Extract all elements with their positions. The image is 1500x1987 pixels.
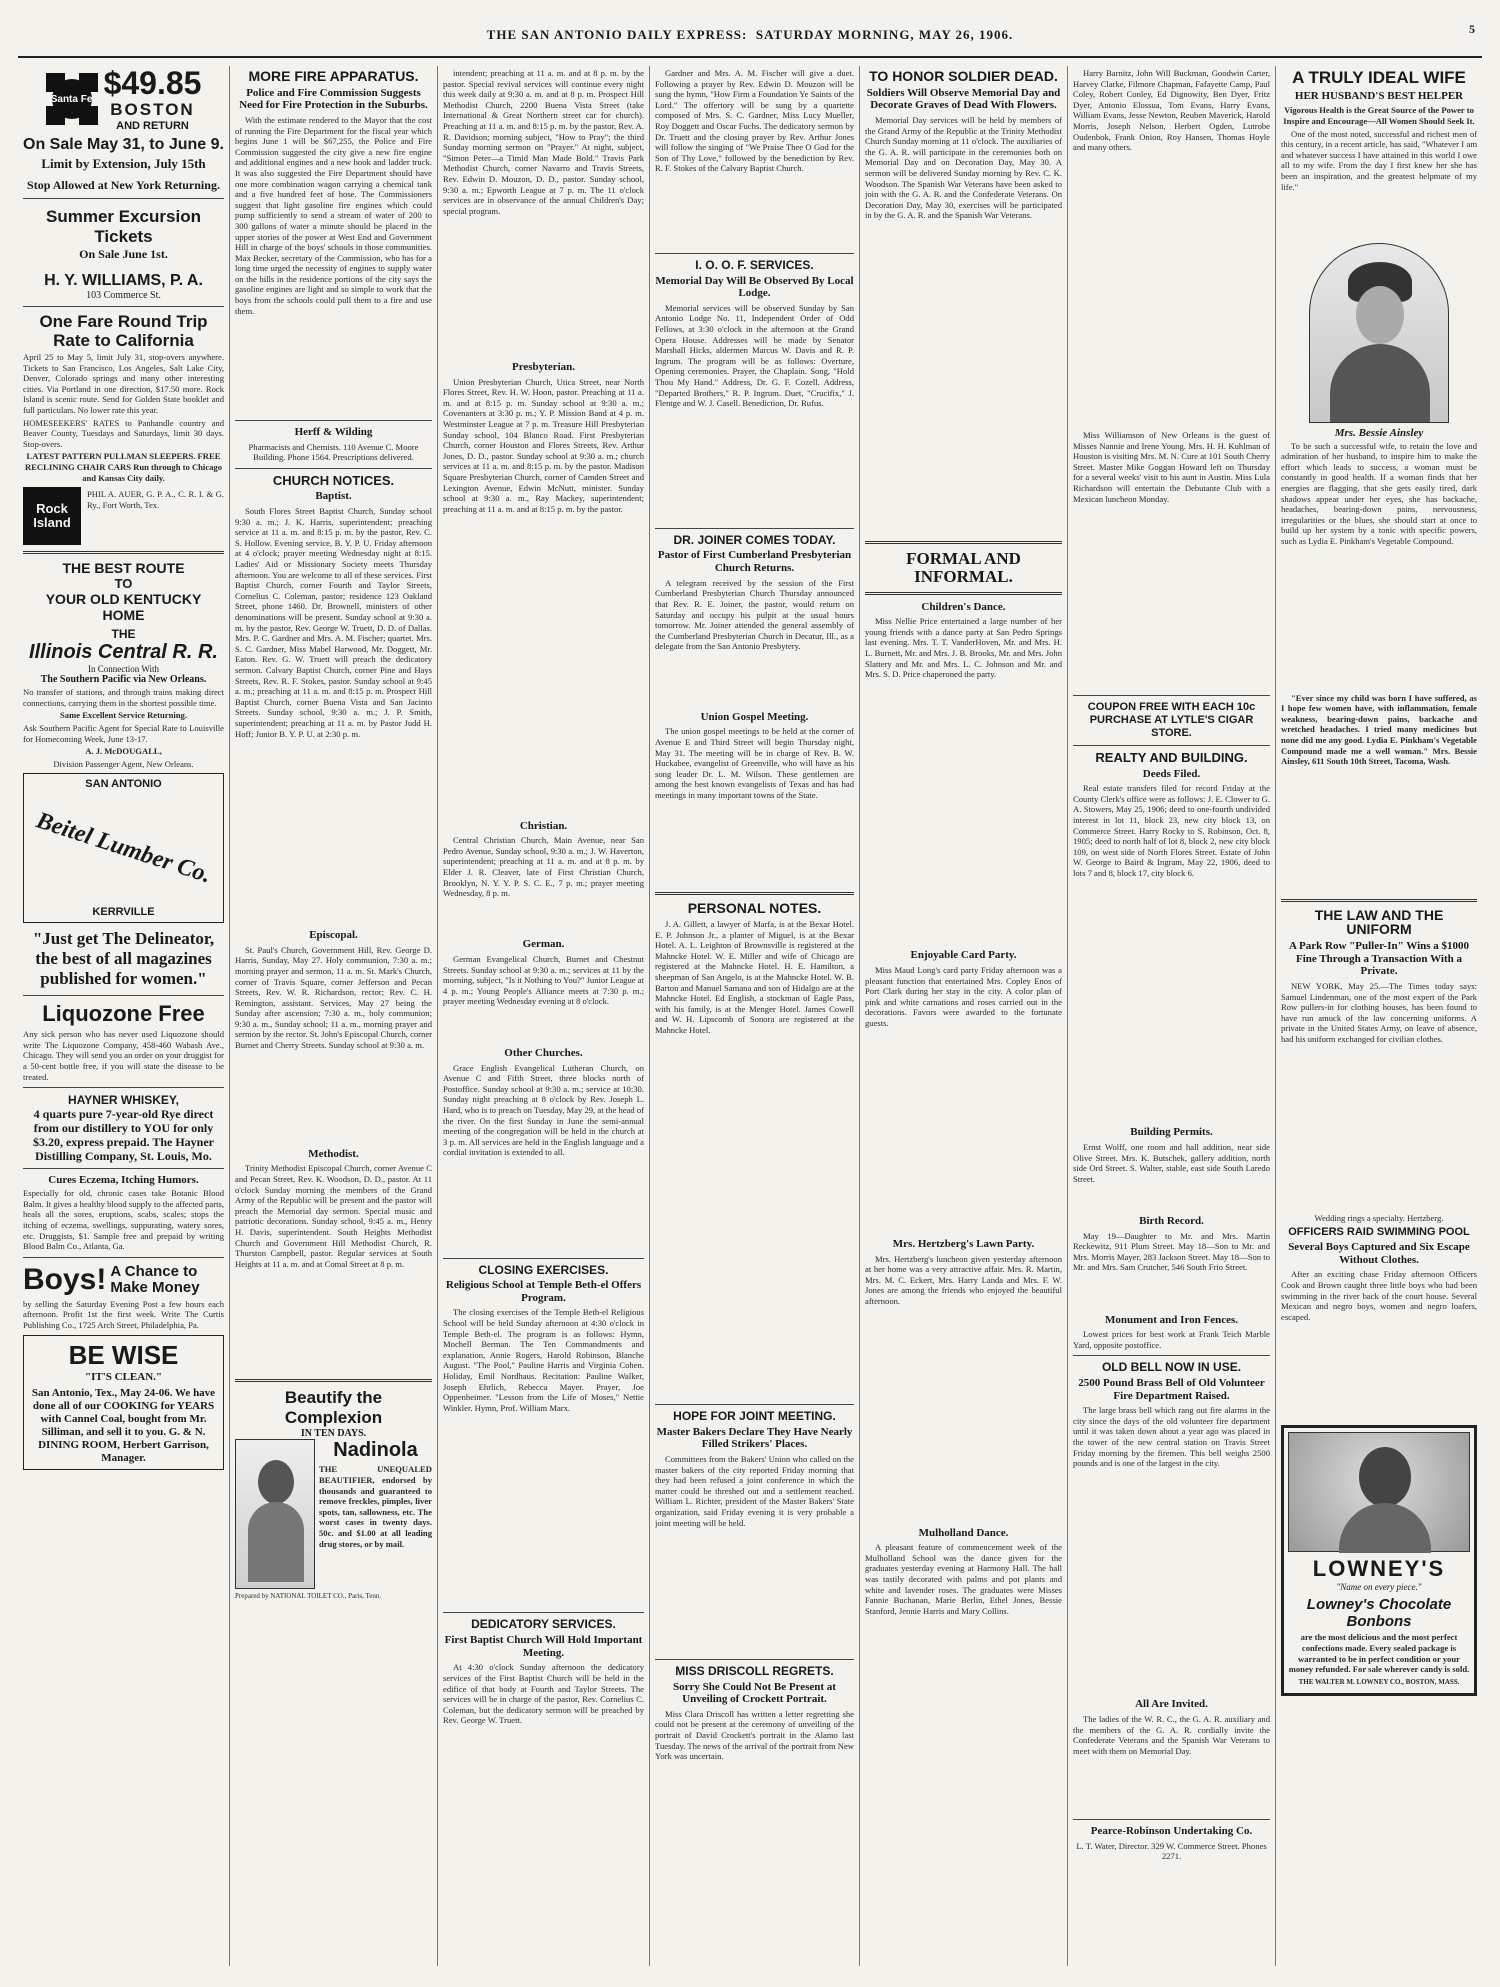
- california-ad: One Fare Round Trip Rate to California April 25 to May 5, limit July 31, stop-overs anywhere. Tickets to San Francisco, Los Angeles, Salt Lake City, Denver, Colorado springs and many other interesting cities. Via Portland in one direction, $17.50 more. Rock Island is scenic route. Send for Golden State booklet and full particulars. No lower rate this year. HOMESEEKERS' RATES to Panhandle country and Beaver County, Tuesdays and Saturdays, limit 30 days. Stop-overs. LATEST PATTERN PULLMAN SLEEPERS. FREE RECLINING CHAIR CARS Run through to Chicago and Kansas City daily.: [23, 312, 224, 483]
- santafe-price: $49.85: [103, 66, 202, 101]
- newspaper-title: THE SAN ANTONIO DAILY EXPRESS:: [486, 27, 748, 42]
- eczema-ad: Cures Eczema, Itching Humors. Especially for old, chronic cases take Botanic Blood Balm. It gives a healthy blood supply to the affected parts, heals all the sores, eruptions, scabs, scales; stops the itching of eczema, swellings, suppurating, watery sores, etc. Druggists, $1. Sample free and prepaid by writing Blood Balm Co., Atlanta, Ga.: [23, 1174, 224, 1252]
- lowneys-ad: LOWNEY'S "Name on every piece." Lowney's Chocolate Bonbons are the most delicious and the most perfect confections made. Every sealed package is warranted to be in perfect condition or your money refunded. For sale wherever candy is sold. THE WALTER M. LOWNEY CO., BOSTON, MASS.: [1281, 1425, 1477, 1696]
- column-5: TO HONOR SOLDIER DEAD. Soldiers Will Observe Memorial Day and Decorate Graves of Dead With Flowers. Memorial Day services will be held by members of the Grand Army of the Republic at the Trinity Methodist Church Sunday morning at 11 o'clock. The auxiliaries of the G. A. R. will participate in the ceremonies both on Memorial Day and on Decoration Day, May 30. A sermon will be delivered Sunday morning by Rev. C. K. Woodson. The Spanish War Veterans have been asked to join with the G. A. R. and the Confederate Veterans. On Decoration Day, May 30, exercises will be participated in by the G. A. R. and the Spanish War Veterans. FORMAL AND INFORMAL. Children's Dance. Miss Nellie Price entertained a large number of her young friends with a dance party at San Pedro Springs last evening. Mrs. T. T. VanderHoven, Mr. and Mrs. H. L. Burnett, Mr. and Mrs. J. B. Brooks, Mr. and Mrs. John Slattery and Mr. and Mrs. L. C. Johnson and Mr. and Mrs. S. D. Price chaperoned the party. Enjoyable Card Party. Miss Maud Long's card party Friday afternoon was a pleasant function that entertained Mrs. Copley Enos of Port Clark during her stay in the city. A color plan of pink and white carnations and roses carried out in the decorations. Favors were awarded to the fortunate guests. Mrs. Hertzberg's Lawn Party. Mrs. Hertzberg's luncheon given yesterday afternoon at her home was a very attractive affair. Mrs. R. Martin, Mrs. M. C. Eckert, Mrs. Harry Landa and Mrs. F. W. Jones are among the friends who enjoyed the beautiful afternoon. Mulholland Dance. A pleasant feature of commencement week of the Mulholland School was the dance given for the graduates yesterday evening at Harmony Hall. The hall was tastily decorated with palms and pot plants and white and lavender roses. The graduates were Misses Fannie Buchanan, Marie Berlin, Ethel Jones, Bessie Stanford, Jennie Harris and Mary Collins.: [860, 66, 1068, 1966]
- page-number: 5: [1469, 22, 1476, 36]
- herff-ad-title: Herff & Wilding: [294, 425, 373, 438]
- joiner-headline: DR. JOINER COMES TODAY.: [673, 532, 836, 547]
- church-notices-headline: CHURCH NOTICES.: [272, 472, 395, 488]
- liquozone-ad: Liquozone Free Any sick person who has never used Liquozone should write The Liquozone Company, 458-460 Wabash Ave., Chicago. They will send you an order on your druggist for a 50-cent bottle free, if you will state the disease to be treated.: [23, 1001, 224, 1082]
- ainsley-portrait: [1309, 243, 1449, 423]
- rockisland-ad: Rock Island PHIL A. AUER, G. P. A., C. R. I. & G. Ry., Fort Worth, Tex.: [23, 487, 224, 545]
- column-4: Gardner and Mrs. A. M. Fischer will give a duet. Following a prayer by Rev. Edwin D. Mouzon will be sung the hymn, "How Firm a Foundation Ye Saints of the Lord." The offertory will be sung by a quartette composed of Mrs. S. C. Gardner, Miss Lucy Mueller, Roy Doggett and Oscar Fuchs. The dedicatory sermon by Dr. Truett and the closing prayer by Rev. Arthur Jones will follow the singing of "We Praise Thee O God for the Son of Thy Love," followed by the benediction by Rev. R. F. Stokes of the Calvary Baptist Church. I. O. O. F. SERVICES. Memorial Day Will Be Observed By Local Lodge. Memorial services will be observed Sunday by San Antonio Lodge No. 11, Independent Order of Odd Fellows, at 3:30 o'clock in the afternoon at the Grand Opera House. Addresses will be made by Senator Marshall Hicks, aldermen Marcus W. Davis and R. P. Ingrum. The program will be as follows: Overture, Opening ceremonies. Prayer, the Chaplain. Song, "Hold Thou My Hand." Address, Dr. G. F. Cozell. Address, "Departed Brothers," R. P. Ingrum. Duet, "Crucifix," J. Flentge and W. J. Casell. Benediction, Dr. Rufus. DR. JOINER COMES TODAY. Pastor of First Cumberland Presbyterian Church Returns. A telegram received by the session of the First Cumberland Presbyterian Church Thursday announced that Rev. R. E. Joiner, the pastor, would return on Saturday and occupy his pulpit at the usual hours tomorrow. Mr. Joiner attended the general assembly of the Cumberland Presbyterian Church in Decatur, Ill., as a delegate from the San Antonio Presbytery. Union Gospel Meeting. The union gospel meetings to be held at the corner of Avenue E and Third Street will begin Thursday night, May 31. The meeting will be in charge of Rev. B. W. Huckabee, evangelist of Greenville, who will have as his song leader Dr. L. M. Wilson. These gentlemen are among the best known evangelists of Texas and has had meetings in many important towns of the State. PERSONAL NOTES. J. A. Gillett, a lawyer of Marfa, is at the Bexar Hotel. E. P. Johnson Jr., a planter of Miguel, is at the Bexar Hotel. A. L. Leighton of Brownsville is registered at the Mahncke Hotel. W. E. Miller and wife of Chicago are registered at the Mahncke Hotel. H. E. Hamilton, a sheepman of San Angelo, is at the Mahncke Hotel. W. B. Barton and Manuel Samana and son of Hidalgo are at the Mahncke Hotel. Ed English, a stockman of Eagle Pass, with his family, is at the Menger Hotel. James Cowell and W. H. Lipscomb of Sonora are registered at the Mahncke Hotel. HOPE FOR JOINT MEETING. Master Bakers Declare They Have Nearly Filled Strikers' Places. Committees from the Bakers' Union who called on the master bakers of the city reported Friday morning that they had been refused a joint conference in which the matter could be threshed out and a settlement reached. William L. Richter, president of the Master Bakers' State organization, said Friday evening it is very probable a joint meeting will be held. MISS DRISCOLL REGRETS. Sorry She Could Not Be Present at Unveiling of Crockett Portrait. Miss Clara Driscoll has written a letter regretting she could not be present at the ceremony of unveiling of the portrait of David Crockett's portrait in the Alamo last Tuesday. The news of the arrival of the portrait from New York was uncertain.: [650, 66, 860, 1966]
- realty-headline: REALTY AND BUILDING.: [1095, 750, 1248, 765]
- nadinola-ad: Beautify the Complexion IN TEN DAYS. Nadinola THE UNEQUALED BEAUTIFIER, endorsed by thousands and guaranteed to remove freckles, pimples, liver spots, tan, sallowness, etc. The worst cases in twenty days. 50c. and $1.00 at all leading drug stores, or by mail. Prepared by NATIONAL TOILET CO., Paris, Tenn.: [235, 1388, 432, 1601]
- masthead: [18, 14, 1482, 58]
- issue-date: SATURDAY MORNING, MAY 26, 1906.: [755, 27, 1014, 42]
- column-7: A TRULY IDEAL WIFE HER HUSBAND'S BEST HELPER Vigorous Health is the Great Source of the Power to Inspire and Encourage—All Women Should Seek It. One of the most noted, successful and richest men of this century, in a recent article, has said, "Whatever I am and whatever success I have attained in this world I owe all to my wife. From the day I first knew her she has been an inspiration, and the greatest helpmate of my life." Mrs. Bessie Ainsley To be such a successful wife, to retain the love and admiration of her husband, to inspire him to make the effort which leads to success, a woman must be constantly in good health. If a woman finds that her energies are flagging, that she gets easily tired, dark shadows appear under her eyes, she has backache, headaches, bearing-down pains, nervousness, irregularities or the blues, she should start at once to build up her system by a tonic with specific powers, such as Lydia E. Pinkham's Vegetable Compound. "Ever since my child was born I have suffered, as I hope few women have, with inflammation, female weakness, bearing-down pains, backache and wretched headaches. I tried many medicines but none did me any good. Lydia E. Pinkham's Vegetable Compound made me a well woman." Mrs. Bessie Ainsley, 611 South 10th Street, Tacoma, Wash. THE LAW AND THE UNIFORM A Park Row "Puller-In" Wins a $1000 Fine Through a Transaction With a Private. NEW YORK, May 25.—The Times today says: Samuel Lindenman, one of the most expert of the Park Row pullers-in for clothing houses, has been found to have run amuck of the law concerning uniforms. A private in the United States Army, on leave of absence, had his uniform exchanged for civilian clothes. Wedding rings a specialty. Hertzberg. OFFICERS RAID SWIMMING POOL Several Boys Captured and Six Escape Without Clothes. After an exciting chase Friday afternoon Officers Cook and Brown caught three little boys who had been swimming in the river back of the court house. Several Mexican and negro boys, women and negro loafers, escaped. LOWNEY'S "Name on every piece." Lowney's Chocolate Bonbons are the most delicious and the most perfect confections made. Every sealed package is warranted to be in perfect condition or your money refunded. For sale wherever candy is sold. THE WALTER M. LOWNEY CO., BOSTON, MASS.: [1276, 66, 1482, 1966]
- newspaper-page: [18, 14, 1482, 1976]
- column-6: Harry Barnitz, John Will Buckman, Goodwin Carter, Harvey Clarke, Filmore Chapman, Fafayette Camp, Paul Coley, Robert Conley, Ed Dignowity, Ben Dyer, Fritz Dyer, Antonio Elossua, Tom Evans, Harry Evans, William Evans, Jesse Newton, Reuben Maverick, Harold Morris, Joseph Nelson, Herbert Ogden, Lutrobe Oudenbok, Frank Onion, Roy Hansen, Thomas Hoyle and many others. Miss Williamson of New Orleans is the guest of Misses Nannie and Irene Young. Mrs. H. H. Kuhlman of Houston is visiting Mrs. M. N. Cure at 101 South Cherry Street. Master Mike Goggan Howard left on Thursday for a several weeks' visit to his aunt in Austin. Miss Lula Richardson will entertain the Debutante Club with a Mexican luncheon Monday. COUPON FREE WITH EACH 10c PURCHASE AT LYTLE'S CIGAR STORE. REALTY AND BUILDING. Deeds Filed. Real estate transfers filed for record Friday at the County Clerk's office were as follows: J. E. Clower to G. A. Stowers, May 25, 1906; deed to one-fourth undivided interest in lot 11, block 23, new city block 13, on Commerce Street. Harry Rocky to S. Robinson, Oct. 8, 1905; deed to north half of lot 8, block 2, new city block 109, on west side of North Flores Street. Estate of John W. George to Baird & Ingram, May 22, 1906, deed to lots 7 and 8, block 17, city block 6. Building Permits. Ernst Wolff, one room and hall addition, near side Olive Street. Mrs. K. Butschek, gallery addition, north side Ord Street. S. Walter, stable, east side South Laredo Street. Birth Record. May 19—Daughter to Mr. and Mrs. Martin Reckewitz, 911 Plum Street. May 18—Son to Mr. and Mrs. Morris Mayer, 283 Jackson Street. May 18—Son to Mr. and Mrs. Sam Crutcher, 546 South Frio Street. Monument and Iron Fences. Lowest prices for best work at Frank Teich Marble Yard, opposite postoffice. OLD BELL NOW IN USE. 2500 Pound Brass Bell of Old Volunteer Fire Department Raised. The large brass bell which rang out fire alarms in the city since the days of the old volunteer fire department until it was taken down about a year ago was placed in the tower of the new central station on Travis Street Friday morning by the firemen. This bell weighs 2500 pounds and is one of the largest in the city. All Are Invited. The ladies of the W. R. C., the G. A. R. auxiliary and the members of the G. A. R. cordially invite the Confederate Veterans and the Spanish War Veterans to meet with them on Memorial Day. Pearce-Robinson Undertaking Co. L. T. Water, Director. 329 W. Commerce Street. Phones 2271.: [1068, 66, 1276, 1966]
- ideal-wife-headline: A TRULY IDEAL WIFE: [1292, 68, 1466, 87]
- driscoll-headline: MISS DRISCOLL REGRETS.: [675, 1663, 834, 1678]
- coupon-ad: COUPON FREE WITH EACH 10c PURCHASE AT LYTLE'S CIGAR STORE.: [1087, 701, 1256, 739]
- kentucky-ad: THE BEST ROUTE TO YOUR OLD KENTUCKY HOME THE Illinois Central R. R. In Connection With The Southern Pacific via New Orleans.: [23, 560, 224, 685]
- personal-notes-headline: PERSONAL NOTES.: [687, 900, 822, 917]
- law-uniform-headline: THE LAW AND THE UNIFORM: [1314, 906, 1444, 938]
- old-bell-headline: OLD BELL NOW IN USE.: [1101, 1360, 1242, 1375]
- rockisland-logo: Rock Island: [23, 487, 81, 545]
- joint-meeting-headline: HOPE FOR JOINT MEETING.: [673, 1409, 836, 1424]
- column-1: Santa Fe $49.85 BOSTON AND RETURN On Sale May 31, to June 9. Limit by Extension, July 15th Stop Allowed at New York Returning. Summer Excursion Tickets On Sale June 1st. H. Y. WILLIAMS, P. A. 103 Commerce St. One Fare Round Trip Rate to California April 25 to May 5, limit July 31, stop-overs anywhere. Tickets to San Francisco, Los Angeles, Salt Lake City, Denver, Colorado springs and many other interesting cities. Via Portland in one direction, $17.50 more. Rock Island is scenic route. Send for Golden State booklet and full particulars. No lower rate this year. HOMESEEKERS' RATES to Panhandle country and Beaver County, Tuesdays and Saturdays, limit 30 days. Stop-overs. LATEST PATTERN PULLMAN SLEEPERS. FREE RECLINING CHAIR CARS Run through to Chicago and Kansas City daily. Rock Island PHIL A. AUER, G. P. A., C. R. I. & G. Ry., Fort Worth, Tex. THE BEST ROUTE TO YOUR OLD KENTUCKY HOME THE Illinois Central R. R. In Connection With The Southern Pacific via New Orleans. No transfer of stations, and through trains making direct connections, carrying them in the shortest possible time. Same Excellent Service Returning. Ask Southern Pacific Agent for Special Rate to Louisville for Homecoming Week, June 13-17. A. J. McDOUGALL, Division Passenger Agent, New Orleans. SAN ANTONIO Beitel Lumber Co. KERRVILLE "Just get The Delineator, the best of all magazines published for women." Liquozone Free Any sick person who has never used Liquozone should write The Liquozone Company, 458-460 Wabash Ave., Chicago. They will send you an order on your druggist for a 50-cent bottle free, if you will state the disease to be treated. HAYNER WHISKEY, 4 quarts pure 7-year-old Rye direct from our distillery to YOU for only $3.20, express prepaid. The Hayner Distilling Company, St. Louis, Mo. Cures Eczema, Itching Humors. Especially for old, chronic cases take Botanic Blood Balm. It gives a healthy blood supply to the affected parts, heals all the sores, eruptions, scabs, scales; stops the itching of eczema, swellings, suppurating, watery sores, etc. Druggists, $1. Sample free and prepaid by writing Blood Balm Co., Atlanta, Ga. Boys! A Chance to Make Money by selling the Saturday Evening Post a few hours each afternoon. Profit 1st the first week. Write The Curtis Publishing Co., 1725 Arch Street, Philadelphia, Pa. BE WISE "IT'S CLEAN." San Antonio, Tex., May 24-06. We have done all of our COOKING for YEARS with Cannel Coal, bought from Mr. Silliman, and sell it to you. G. & N. DINING ROOM, Herbert Garrison, Manager.: [18, 66, 230, 1966]
- beitel-lumber-ad: SAN ANTONIO Beitel Lumber Co. KERRVILLE: [23, 773, 224, 923]
- santafe-logo: Santa Fe: [46, 73, 98, 125]
- excursion-ad: Summer Excursion Tickets On Sale June 1st. H. Y. WILLIAMS, P. A. 103 Commerce St.: [44, 207, 203, 301]
- hayner-ad: HAYNER WHISKEY, 4 quarts pure 7-year-old Rye direct from our distillery to YOU for only $3.20, express prepaid. The Hayner Distilling Company, St. Louis, Mo.: [32, 1093, 214, 1164]
- soldier-dead-headline: TO HONOR SOLDIER DEAD.: [869, 68, 1058, 84]
- santafe-ad: Santa Fe $49.85 BOSTON AND RETURN On Sale May 31, to June 9. Limit by Extension, July 15th Stop Allowed at New York Returning.: [23, 66, 224, 192]
- delineator-ad: "Just get The Delineator, the best of all magazines published for women.": [32, 929, 215, 989]
- undertaking-ad: Pearce-Robinson Undertaking Co.: [1090, 1824, 1253, 1837]
- formal-informal-headline: FORMAL AND INFORMAL.: [906, 548, 1021, 586]
- portrait-caption: Mrs. Bessie Ainsley: [1334, 426, 1424, 439]
- nadinola-portrait: [235, 1439, 315, 1589]
- fire-apparatus-headline: MORE FIRE APPARATUS.: [248, 68, 419, 84]
- closing-exercises-headline: CLOSING EXERCISES.: [478, 1262, 609, 1277]
- iof-headline: I. O. O. F. SERVICES.: [695, 258, 814, 272]
- boys-ad: Boys! A Chance to Make Money by selling the Saturday Evening Post a few hours each afternoon. Profit 1st the first week. Write The Curtis Publishing Co., 1725 Arch Street, Philadelphia, Pa.: [23, 1262, 224, 1330]
- dedicatory-services-headline: DEDICATORY SERVICES.: [471, 1617, 616, 1632]
- column-2: MORE FIRE APPARATUS. Police and Fire Commission Suggests Need for Fire Protection in the Suburbs. With the estimate rendered to the Mayor that the cost of running the Fire Department for the fiscal year which begins June 1 will be $67,255, the Police and Fire Commission suggested the city give a new fire engine and additional engines and a new hook and ladder truck. It was also suggested the Fire Department should have one more combination wagon carrying a chemical tank and a five hundred feet of hose. The Commissioners suggest that light gasoline fire engines which could pump sufficiently to send a stream of water of 200 to 300 gallons of water a minute should be placed in the upper stories of the power at West End and Government Hill in charge of the boys' schools in those communities. Max Becker, secretary of the Commission, who has for a long time urged the necessity of engines to supply water on the hills in the residence portions of the city says the gasoline engines are light and so simple to work that the boys from the schools could pull them to a fire and use them. Herff & Wilding Pharmacists and Chemists. 110 Avenue C. Moore Building. Phone 1564. Prescriptions delivered. CHURCH NOTICES. Baptist. South Flores Street Baptist Church, Sunday school 9:30 a. m.; J. K. Harris, superintendent; preaching service at 11 a. m. and 8:15 p. m. by the pastor, Rev. C. S. Hollow. Evening service, B. Y. P. U. Friday afternoon at 4 o'clock; prayer meeting Wednesday night at 8:15. Ladies' Aid or Missionary Society meets Thursday afternoon. You are welcome to all of these services. First Baptist Church, corner Fourth and Taylor Streets, Cornelius C. Coleman, pastor; residence 123 Oakland Street, phone 1460. Dr. Brownell, ministers of other denominations will be present. Sunday school at 9:30 a. m. by the pastor, Rev. George W. Truett, D. D. of Dallas. Mrs. P. C. Gardner and Mrs. A. M. Fischer; quartet. Mrs. S. C. Gardner, Miss Mabel Harwood, Mr. Doggett, Mr. Eaton. Rev. G. W. Truett will preach the dedicatory sermon. Calvary Baptist Church, corner Pine and Hays Streets, Rev. R. F. Stokes, pastor. Sunday school at 9:45 a. m.; preaching at 11 a. m. and 8:15 p. m. Prospect Hill Baptist Church, corner Buena Vista and San Jacinto Streets. Sunday school, 9:30 a. m.; J. P. Smith, superintendent; preaching at 11 a. m. by Pastor Judd H. Hoff; Junior B. Y. P. U. at 2:30 p. m. Episcopal. St. Paul's Church, Government Hill, Rev. George D. Harris, Sunday, May 27. Holy communion, 7:30 a. m.; morning prayer and sermon, 11 a. m. St. Mark's Church, corner of Travis Square, corner Jefferson and Pecan Streets, Rev. W. R. Richardson, rector; Rev. C. H. Remington, assistant. Services, May 27 being the Sunday after ascension; 7:30 a. m., holy communion; 9:30 a. m., Sunday school; 11 a. m., morning prayer and sermon by the rector. St. John's Episcopal Church, corner Burnet and Cherry Streets. Sunday school at 9:30 a. m. Methodist. Trinity Methodist Episcopal Church, corner Avenue C and Pecan Street, Rev. K. Woodson, D. D., pastor. At 11 o'clock Sunday morning the members of the Grand Army of the Republic will be present and the pastor will preach the Memorial day sermon. Special music and patriotic decorations. Sunday school, 9:45 a. m., Henry H. Davis, superintendent. South Heights Methodist Church and Government Hill Methodist Church, R. Thurston Campbell, pastor. Regular services at South Heights at 11 a. m. and at Comal Street at 8 p. m. Beautify the Complexion IN TEN DAYS. Nadinola THE UNEQUALED BEAUTIFIER, endorsed by thousands and guaranteed to remove freckles, pimples, liver spots, tan, sallowness, etc. The worst cases in twenty days. 50c. and $1.00 at all leading drug stores, or by mail. Prepared by NATIONAL TOILET CO., Paris, Tenn.: [230, 66, 438, 1966]
- lowneys-illustration: [1288, 1432, 1470, 1552]
- column-3: intendent; preaching at 11 a. m. and at 8 p. m. by the pastor. Special revival services will continue every night this week daily at 9:30 a. m. and at 8 p. m. Prospect Hill Methodist Church, 2200 Buena Vista Street (take International & Great Northern street car for church). Preaching at 11 a. m. and 8:15 p. m. by the pastor, Rev. A. R. Davidson; morning subject, "How to Pray"; the third Sunday morning sermon on "Prayer." At night, subject, "Simon Peter—a Timid Man Made Bold." Travis Park Methodist Church, corner Navarro and Travis Streets, Rev. Edwin D. Mouzon, D. D., pastor. Sunday school, 9:30 a. m.; Epworth League at 7 p. m. The 11 o'clock services are in observance of the annual Children's Day; special program. Presbyterian. Union Presbyterian Church, Utica Street, near North Flores Street, Rev. H. W. Hoon, pastor. Preaching at 11 a. m. and at 8:15 p. m. Sunday school at 9:30 a. m.; Covenanters at 3:30 p. m.; Y. P. Mission Band at 4 p. m. Westminster League at 7 p. m. Treasure Hill Presbyterian Sunday school, 104 Blanco Road. First Presbyterian Church, corner Houston and Flores Streets, Rev. Arthur Jones, D. D., pastor. Sunday school at 9:30 a. m.; church services at 11 a. m. and 8:15 p. m. by the pastor. Madison Square Presbyterian Church, corner of Camden Street and Lexington Avenue, Edwin McNutt, minister. Sunday school at 9:30 a. m., Ray Mackey, superintendent; preaching at 11 a. m. and at 8:15 p. m. by the pastor. Christian. Central Christian Church, Main Avenue, near San Pedro Avenue, Sunday school, 9:30 a. m.; J. W. Haverton, superintendent; preaching at 11 a. m. and at 8 p. m. by Elder J. R. Cleaver, late of First Christian Church, Brooklyn, N. Y. Y. P. S. C. E., 7 p. m.; prayer meeting Wednesday, 8 p. m. German. German Evangelical Church, Burnet and Chestnut Streets. Sunday school at 9:30 a. m.; services at 11 by the morning, subject, "Is it Nothing to You?" Junior League at 4 p. m.; Young People's Alliance meets at 7:30 p. m.; prayer meeting Wednesday evening at 8 o'clock. Other Churches. Grace English Evangelical Lutheran Church, on Avenue C and Fifth Street, three blocks north of Postoffice. Sunday school at 9:30 a. m.; service at 10:30. Sunday night preaching at 8 o'clock by Rev. Joseph L. Hard, who is to preach on Tuesday, May 29, at the head of the river. On the first Sunday in June the semi-annual meeting of the congregation will be held in the church at 3 p. m. All services are held in the English language and a cordial invitation is extended to all. CLOSING EXERCISES. Religious School at Temple Beth-el Offers Program. The closing exercises of the Temple Beth-el Religious School will be held Sunday afternoon at 4:30 o'clock in Temple Beth-el. The program is as follows: Hymn, Mochell Berman. The Ten Commandments and explanation, Annie Rogers, Harold Robinson, Blanche August. "The Pool," Pauline Harris and Virginia Cohen. Holiday, Emil Nordhaus. Recitation: Pauline Walker, Joseph Ehrlich, Rebecca Mayer. Prayer, Joe Oppenheimer. "Lesson from the Life of Moses," Nettie Winkler. Hymn, Prof. William Marx. DEDICATORY SERVICES. First Baptist Church Will Hold Important Meeting. At 4:30 o'clock Sunday afternoon the dedicatory services of the First Baptist Church will be held in the edifice of that body at Fourth and Taylor Streets. The services will be in charge of the pastor, Rev. Cornelius C. Coleman, but the dedicatory sermon will be preached by Rev. George W. Truett.: [438, 66, 650, 1966]
- illinois-title: Illinois Central R. R.: [29, 641, 218, 664]
- bewise-ad: BE WISE "IT'S CLEAN." San Antonio, Tex., May 24-06. We have done all of our COOKING for YEARS with Cannel Coal, bought from Mr. Silliman, and sell it to you. G. & N. DINING ROOM, Herbert Garrison, Manager.: [23, 1335, 224, 1470]
- swimming-pool-headline: OFFICERS RAID SWIMMING POOL: [1288, 1225, 1470, 1238]
